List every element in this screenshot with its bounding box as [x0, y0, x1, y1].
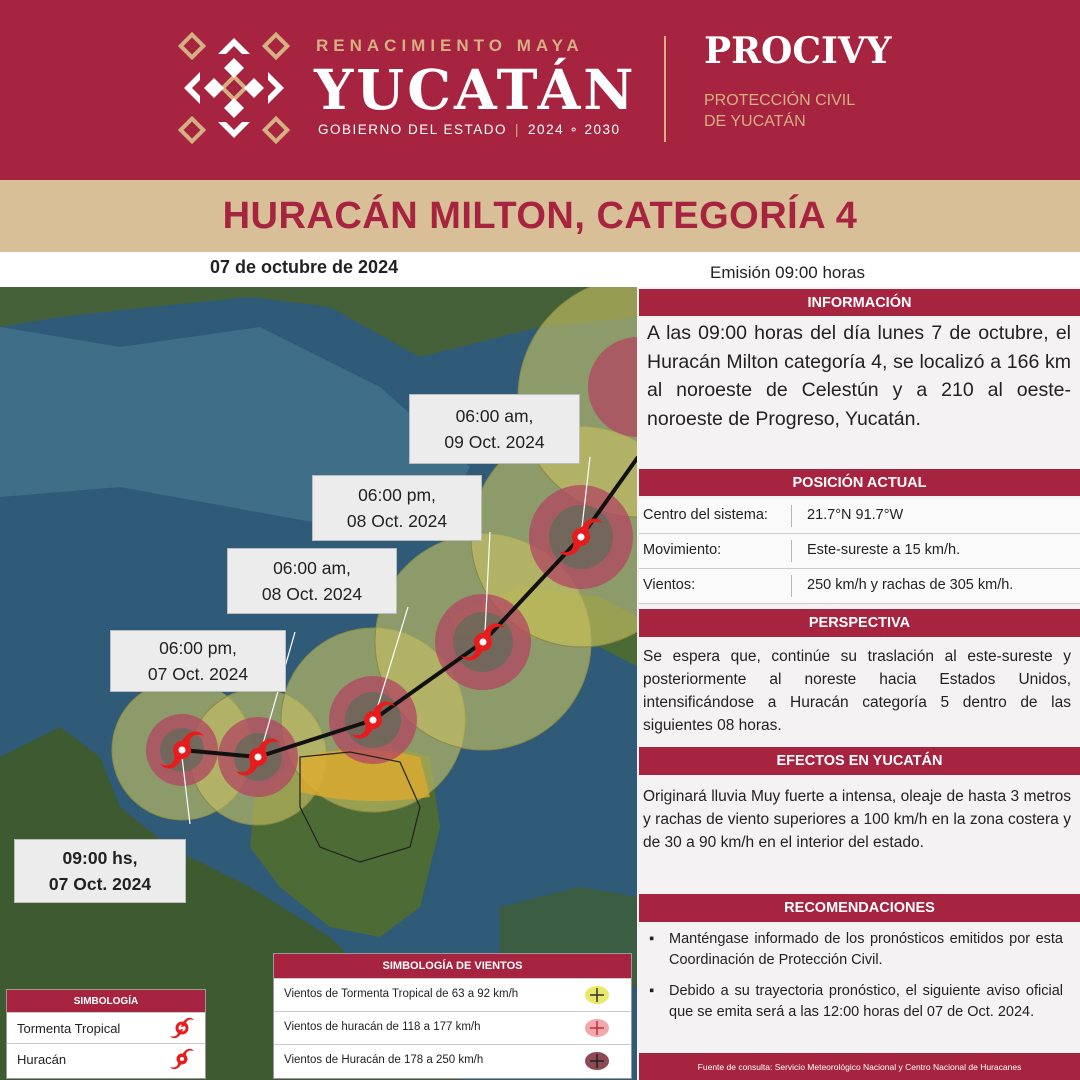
- position-label: Centro del sistema:: [643, 507, 768, 523]
- wind-swatch-icon: [584, 983, 610, 1007]
- callout-current-position: 09:00 hs, 07 Oct. 2024: [14, 839, 186, 903]
- brand-sub-right: 2024 ∘ 2030: [528, 122, 621, 137]
- legend-row-tropical-storm: [7, 1012, 205, 1043]
- tropical-storm-icon: [169, 1015, 195, 1041]
- perspective-text: Se espera que, continúe su traslación al este-sureste y posteriormente al noreste hacia Estados Unidos, intensificándose a Huracán categoría 5 dentro de las siguientes 08 horas.: [643, 648, 1071, 734]
- position-row: [639, 534, 1080, 569]
- wind-swatch-icon: [584, 1049, 610, 1073]
- org-name: PROCIVY: [704, 30, 892, 72]
- legend-label: Huracán: [17, 1052, 67, 1067]
- title-band: [0, 180, 1080, 252]
- row-divider: [791, 575, 792, 597]
- wind-legend-label: Vientos de Huracán de 178 a 250 km/h: [284, 1054, 484, 1066]
- symbol-legend-heading: SIMBOLOGÍA: [7, 990, 205, 1012]
- wind-legend-row: [274, 1044, 631, 1077]
- wind-legend-row: [274, 1011, 631, 1044]
- info-panel: [637, 287, 1080, 1080]
- report-date: 07 de octubre de 2024: [210, 257, 399, 277]
- recommendation-text: Debido a su trayectoria pronóstico, el siguiente aviso oficial que se emita será a las 12:00 horas del 07 de Oct. 2024.: [669, 983, 1063, 1020]
- header-bar: [0, 0, 1080, 180]
- wind-legend-heading: SIMBOLOGÍA DE VIENTOS: [274, 954, 631, 978]
- recommendations-heading: RECOMENDACIONES: [639, 894, 1080, 922]
- yucatan-logo-icon: [178, 32, 290, 144]
- position-row: [639, 569, 1080, 604]
- callout-08oct-pm: 06:00 pm, 08 Oct. 2024: [312, 475, 482, 541]
- info-text: A las 09:00 horas del día lunes 7 de octubre, el Huracán Milton categoría 4, se localizó a 166 km al noroeste de Celestún y a 210 al oeste-noroeste de Progreso, Yucatán.: [647, 322, 1071, 430]
- wind-swatch-icon: [584, 1016, 610, 1040]
- brand-tagline: RENACIMIENTO MAYA: [316, 36, 584, 55]
- effects-text: Originará lluvia Muy fuerte a intensa, oleaje de hasta 3 metros y rachas de viento superiores a 100 km/h en la zona costera y de 30 a 90 km/h en el interior del estado.: [643, 788, 1071, 851]
- callout-08oct-am: 06:00 am, 08 Oct. 2024: [227, 548, 397, 614]
- brand-name: YUCATÁN: [314, 57, 637, 122]
- callout-09oct-am: 06:00 am, 09 Oct. 2024: [409, 394, 580, 464]
- effects-heading: EFECTOS EN YUCATÁN: [639, 747, 1080, 775]
- brand-sub-separator: |: [515, 122, 521, 137]
- position-row: [639, 499, 1080, 534]
- position-label: Movimiento:: [643, 542, 722, 558]
- recommendation-item: [645, 929, 1063, 971]
- header-divider: [664, 36, 666, 142]
- wind-legend-row: [274, 978, 631, 1011]
- recommendations-list: [645, 929, 1063, 1033]
- recommendation-item: [645, 981, 1063, 1023]
- row-divider: [791, 505, 792, 527]
- symbol-legend: [6, 989, 206, 1079]
- recommendation-text: Manténgase informado de los pronósticos emitidos por esta Coordinación de Protección Civil.: [669, 931, 1063, 968]
- position-heading: POSICIÓN ACTUAL: [639, 469, 1080, 496]
- bullet-icon: ▪: [649, 931, 655, 947]
- position-value: Este-sureste a 15 km/h.: [807, 542, 961, 558]
- wind-legend: [273, 953, 632, 1079]
- callout-07oct-pm: 06:00 pm, 07 Oct. 2024: [110, 630, 286, 692]
- info-heading: INFORMACIÓN: [639, 289, 1080, 316]
- hurricane-icon: [169, 1046, 195, 1072]
- wind-legend-label: Vientos de Tormenta Tropical de 63 a 92 km/h: [284, 988, 519, 1000]
- page-title: HURACÁN MILTON, CATEGORÍA 4: [222, 194, 858, 237]
- row-divider: [791, 540, 792, 562]
- brand-subtitle: [318, 122, 621, 138]
- position-value: 21.7°N 91.7°W: [807, 507, 904, 523]
- emission-time: Emisión 09:00 horas: [710, 263, 865, 282]
- legend-row-hurricane: [7, 1043, 205, 1074]
- bullet-icon: ▪: [649, 983, 655, 999]
- perspective-heading: PERSPECTIVA: [639, 609, 1080, 637]
- wind-legend-label: Vientos de huracán de 118 a 177 km/h: [284, 1021, 481, 1033]
- brand-sub-left: GOBIERNO DEL ESTADO: [318, 122, 508, 137]
- position-label: Vientos:: [643, 577, 696, 593]
- position-value: 250 km/h y rachas de 305 km/h.: [807, 577, 1014, 593]
- legend-label: Tormenta Tropical: [17, 1021, 121, 1036]
- source-footer: Fuente de consulta: Servicio Meteorológico Nacional y Centro Nacional de Huracanes: [639, 1053, 1080, 1080]
- org-subtitle: PROTECCIÓN CIVIL DE YUCATÁN: [704, 92, 856, 130]
